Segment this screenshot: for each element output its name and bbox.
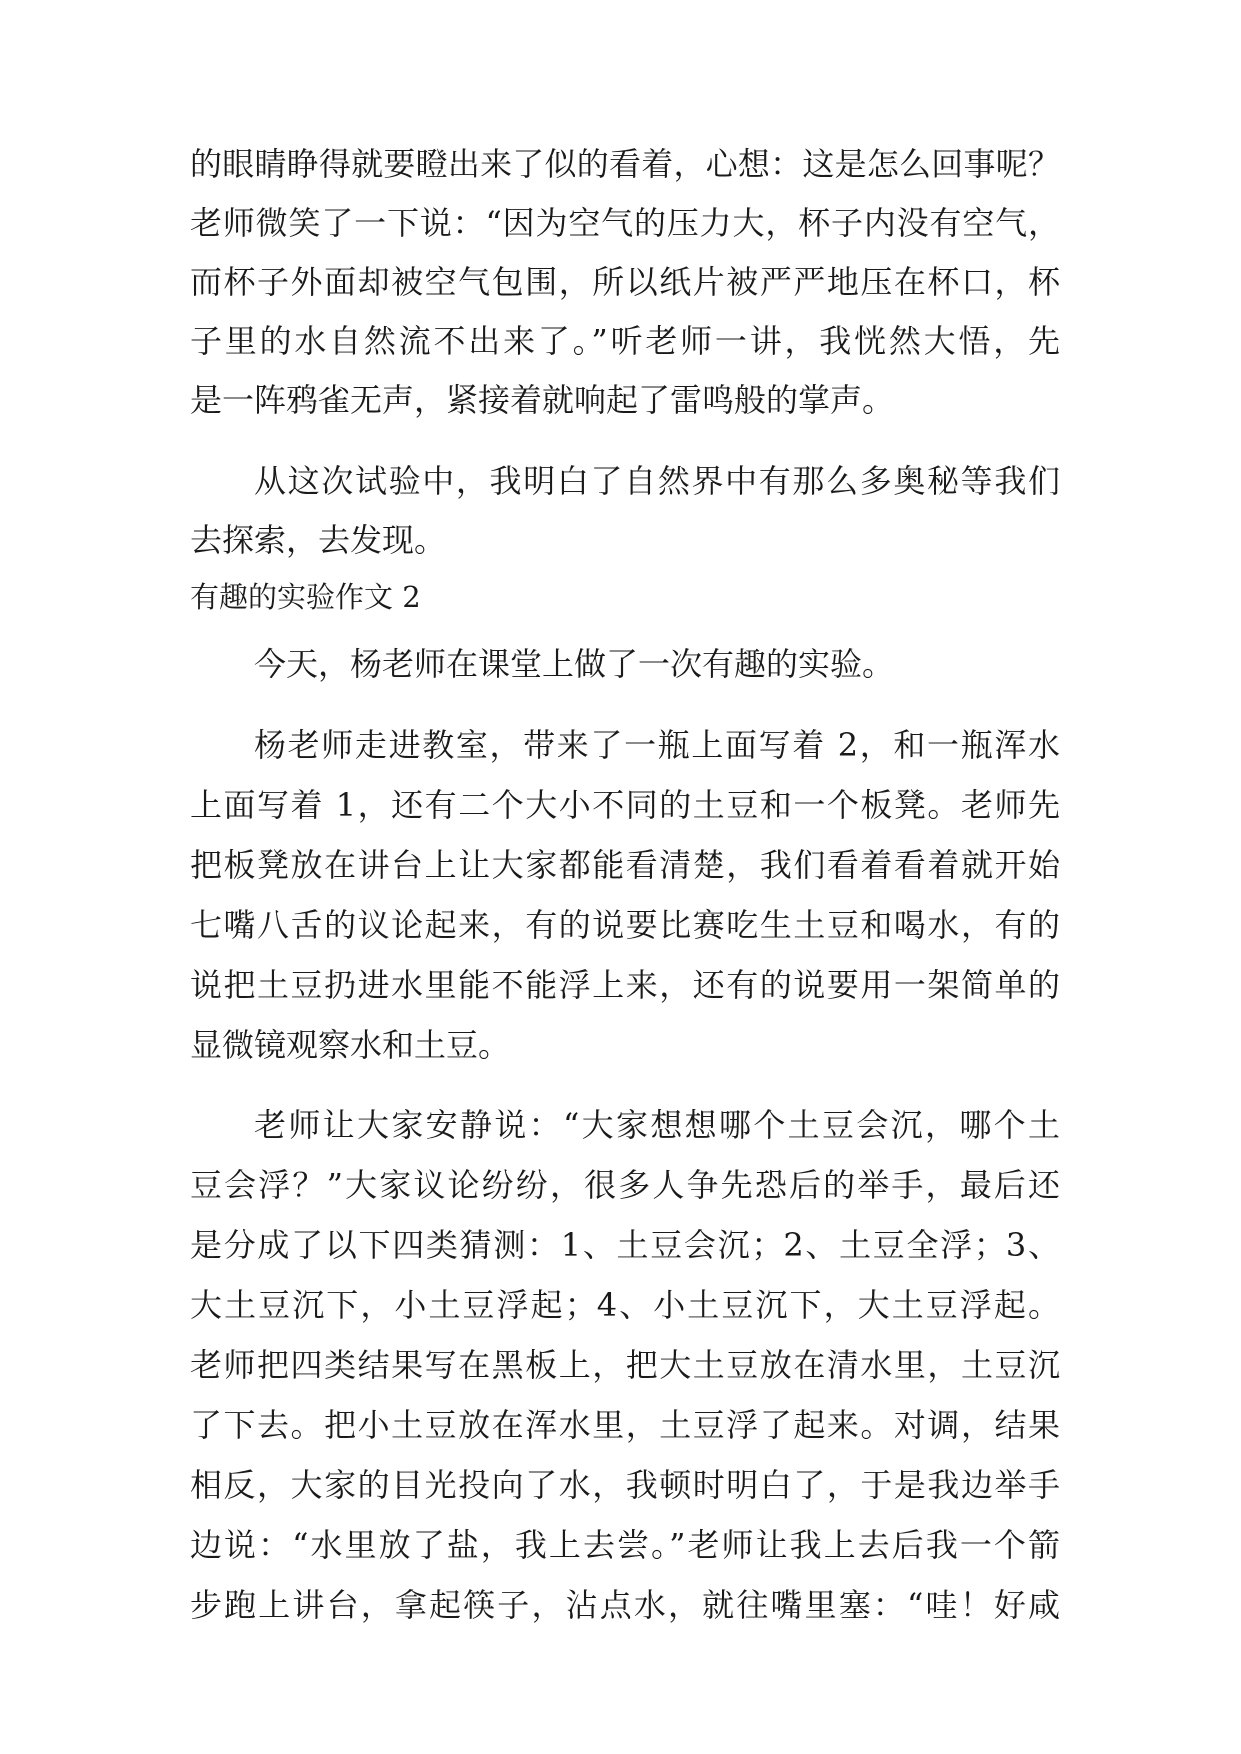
essay-title: 有趣的实验作文 2 — [190, 580, 421, 614]
text-line: 把板凳放在讲台上让大家都能看清楚，我们看着看着就开始 — [190, 846, 1060, 884]
text-line: 相反，大家的目光投向了水，我顿时明白了，于是我边举手 — [190, 1466, 1060, 1504]
text-line: 而杯子外面却被空气包围，所以纸片被严严地压在杯口，杯 — [190, 263, 1060, 301]
text-line: 大土豆沉下，小土豆浮起；4、小土豆沉下，大土豆浮起。 — [190, 1286, 1060, 1324]
text-line: 豆会浮？”大家议论纷纷，很多人争先恐后的举手，最后还 — [190, 1166, 1060, 1204]
text-line: 显微镜观察水和土豆。 — [190, 1026, 511, 1064]
text-line: 是分成了以下四类猜测：1、土豆会沉；2、土豆全浮；3、 — [190, 1226, 1060, 1264]
text-line: 七嘴八舌的议论起来，有的说要比赛吃生土豆和喝水，有的 — [190, 906, 1060, 944]
text-line: 去探索，去发现。 — [190, 521, 447, 559]
text-line: 说把土豆扔进水里能不能浮上来，还有的说要用一架简单的 — [190, 966, 1060, 1004]
text-line: 今天，杨老师在课堂上做了一次有趣的实验。 — [254, 645, 895, 683]
text-line: 杨老师走进教室，带来了一瓶上面写着 2，和一瓶浑水 — [254, 726, 1060, 764]
text-line: 步跑上讲台，拿起筷子，沾点水，就往嘴里塞：“哇！好咸 — [190, 1586, 1060, 1624]
text-line: 的眼睛睁得就要瞪出来了似的看着，心想：这是怎么回事呢？ — [190, 145, 1060, 183]
text-line: 了下去。把小土豆放在浑水里，土豆浮了起来。对调，结果 — [190, 1406, 1060, 1444]
text-line: 老师把四类结果写在黑板上，把大土豆放在清水里，土豆沉 — [190, 1346, 1060, 1384]
text-line: 老师微笑了一下说：“因为空气的压力大，杯子内没有空气， — [190, 204, 1060, 242]
text-line: 从这次试验中，我明白了自然界中有那么多奥秘等我们 — [254, 462, 1060, 500]
text-line: 边说：“水里放了盐，我上去尝。”老师让我上去后我一个箭 — [190, 1526, 1060, 1564]
text-line: 是一阵鸦雀无声，紧接着就响起了雷鸣般的掌声。 — [190, 381, 895, 419]
text-line: 老师让大家安静说：“大家想想哪个土豆会沉，哪个土 — [254, 1106, 1060, 1144]
text-line: 子里的水自然流不出来了。”听老师一讲，我恍然大悟，先 — [190, 322, 1060, 360]
text-line: 上面写着 1，还有二个大小不同的土豆和一个板凳。老师先 — [190, 786, 1060, 824]
